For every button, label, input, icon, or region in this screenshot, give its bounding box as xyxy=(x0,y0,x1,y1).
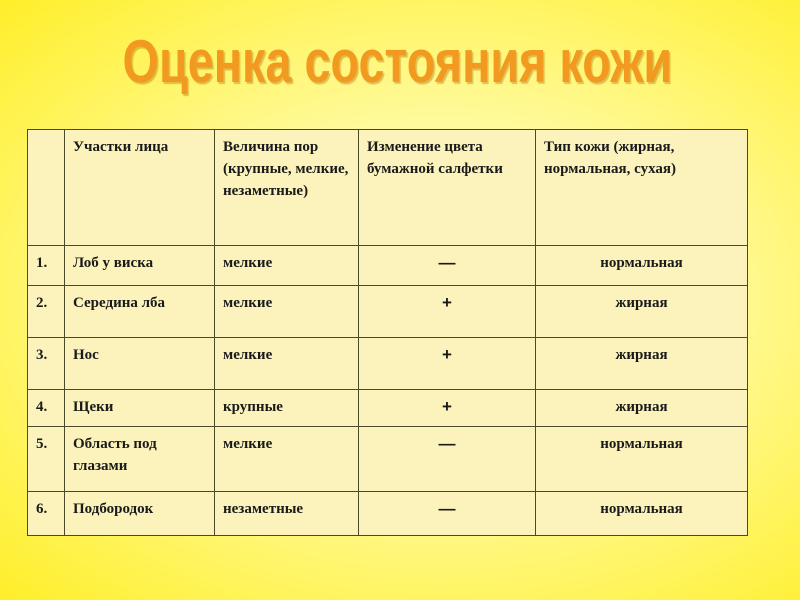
slide-title: Оценка состояния кожи xyxy=(122,28,673,95)
face-area: Лоб у виска xyxy=(65,246,215,286)
skin-type: нормальная xyxy=(536,492,748,536)
row-number: 4. xyxy=(28,390,65,427)
pore-size: незаметные xyxy=(215,492,359,536)
header-skin-type: Тип кожи (жирная, нормальная, сухая) xyxy=(536,130,748,246)
skin-assessment-table xyxy=(27,129,748,536)
row-number: 6. xyxy=(28,492,65,536)
header-face-area: Участки лица xyxy=(65,130,215,246)
tissue-color-change: — xyxy=(359,427,536,492)
table-row xyxy=(28,427,748,492)
pore-size: мелкие xyxy=(215,246,359,286)
skin-type: нормальная xyxy=(536,427,748,492)
tissue-color-change: + xyxy=(359,286,536,338)
table-row xyxy=(28,390,748,427)
face-area: Нос xyxy=(65,338,215,390)
skin-type: нормальная xyxy=(536,246,748,286)
face-area: Область под глазами xyxy=(65,427,215,492)
pore-size: мелкие xyxy=(215,427,359,492)
header-tissue-color: Изменение цвета бумажной салфетки xyxy=(359,130,536,246)
skin-type: жирная xyxy=(536,286,748,338)
table-row xyxy=(28,492,748,536)
face-area: Подбородок xyxy=(65,492,215,536)
table-row xyxy=(28,338,748,390)
skin-type: жирная xyxy=(536,390,748,427)
tissue-color-change: — xyxy=(359,246,536,286)
row-number: 1. xyxy=(28,246,65,286)
row-number: 5. xyxy=(28,427,65,492)
table-header-row xyxy=(28,130,748,246)
face-area: Щеки xyxy=(65,390,215,427)
row-number: 2. xyxy=(28,286,65,338)
tissue-color-change: — xyxy=(359,492,536,536)
tissue-color-change: + xyxy=(359,338,536,390)
face-area: Середина лба xyxy=(65,286,215,338)
pore-size: крупные xyxy=(215,390,359,427)
row-number: 3. xyxy=(28,338,65,390)
header-number xyxy=(28,130,65,246)
tissue-color-change: + xyxy=(359,390,536,427)
skin-type: жирная xyxy=(536,338,748,390)
table-row xyxy=(28,286,748,338)
table-row xyxy=(28,246,748,286)
header-pore-size: Величина пор (крупные, мелкие, незаметные) xyxy=(215,130,359,246)
pore-size: мелкие xyxy=(215,338,359,390)
pore-size: мелкие xyxy=(215,286,359,338)
